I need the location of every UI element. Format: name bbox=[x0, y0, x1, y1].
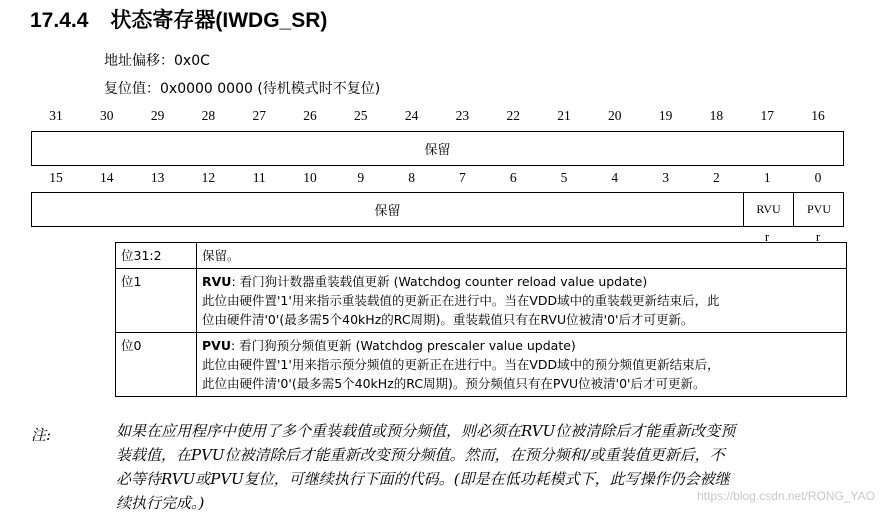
desc-body-line: 位由硬件清'0'(最多需5个40kHz的RC周期)。重装载值只有在RVU位被清'0'后才可更新。 bbox=[202, 312, 694, 327]
bit-number: 20 bbox=[608, 108, 622, 123]
table-row bbox=[116, 333, 847, 397]
pvu-field: PVU bbox=[793, 193, 844, 226]
watermark: https://blog.csdn.net/RONG_YAO bbox=[697, 489, 875, 503]
reserved-field-low: 保留 bbox=[374, 204, 401, 219]
bit-number: 22 bbox=[506, 108, 520, 123]
note-line: 续执行完成。) bbox=[116, 494, 205, 512]
bit-number: 15 bbox=[49, 170, 63, 185]
note-line: 如果在应用程序中使用了多个重装载值或预分频值，则必须在RVU位被清除后才能重新改变预 bbox=[116, 422, 736, 440]
bit-description-table bbox=[115, 242, 847, 397]
desc-text: : 看门狗预分频值更新 (Watchdog prescaler value update) bbox=[231, 338, 576, 353]
bit-number: 23 bbox=[455, 108, 470, 123]
bit-number: 12 bbox=[201, 170, 216, 185]
section-title: 状态寄存器(IWDG_SR) bbox=[110, 9, 328, 32]
rvu-access: r bbox=[764, 229, 770, 244]
bit-number: 0 bbox=[814, 170, 822, 185]
bit-number: 13 bbox=[150, 170, 165, 185]
bit-number: 5 bbox=[560, 170, 568, 185]
bit-cell: 位31:2 bbox=[116, 243, 197, 269]
bit-number: 26 bbox=[303, 108, 317, 123]
desc-text: 保留。 bbox=[202, 248, 240, 263]
desc-text: : 看门狗计数器重装载值更新 (Watchdog counter reload value update) bbox=[231, 274, 648, 289]
reset-value: 复位值：0x0000 0000 (待机模式时不复位) bbox=[104, 81, 381, 97]
bit-number: 30 bbox=[100, 108, 114, 123]
bit-number: 21 bbox=[557, 108, 571, 123]
desc-cell bbox=[197, 269, 847, 333]
desc-body-line: 此位由硬件清'0'(最多需5个40kHz的RC周期)。预分频值只有在PVU位被清'0'后才可更新。 bbox=[202, 376, 706, 391]
bit-number: 14 bbox=[100, 170, 114, 185]
bit-number: 18 bbox=[709, 108, 724, 123]
bit-number: 28 bbox=[201, 108, 216, 123]
pvu-access: r bbox=[815, 229, 821, 244]
desc-cell bbox=[197, 333, 847, 397]
table-row bbox=[116, 269, 847, 333]
bit-number: 4 bbox=[611, 170, 619, 185]
reserved-field-high: 保留 bbox=[424, 143, 451, 158]
bit-number: 2 bbox=[713, 170, 720, 185]
bit-number: 27 bbox=[252, 108, 266, 123]
bit-cell: 位0 bbox=[116, 333, 197, 397]
field-name: PVU bbox=[202, 338, 231, 353]
desc-cell bbox=[197, 243, 847, 269]
desc-body-line: 此位由硬件置'1'用来指示预分频值的更新正在进行中。当在VDD域中的预分频值更新结束后， bbox=[202, 357, 720, 372]
note-label: 注: bbox=[31, 426, 52, 444]
note-line: 必等待RVU或PVU复位，可继续执行下面的代码。(即是在低功耗模式下，此写操作仍会被继 bbox=[116, 470, 730, 488]
bit-number: 17 bbox=[760, 108, 774, 123]
bit-number: 10 bbox=[303, 170, 317, 185]
section-number: 17.4.4 bbox=[30, 9, 89, 32]
address-offset: 地址偏移：0x0C bbox=[104, 53, 210, 69]
desc-body-line: 此位由硬件置'1'用来指示重装载值的更新正在进行中。当在VDD域中的重装载更新结束后，此 bbox=[202, 293, 720, 308]
bit-number: 3 bbox=[662, 170, 669, 185]
bit-number: 19 bbox=[658, 108, 673, 123]
section-heading bbox=[30, 4, 327, 34]
bit-number: 16 bbox=[811, 108, 825, 123]
bit-number: 7 bbox=[459, 170, 466, 185]
bit-number: 1 bbox=[763, 170, 771, 185]
bit-number: 8 bbox=[408, 170, 415, 185]
bit-number: 31 bbox=[49, 108, 63, 123]
bit-number: 24 bbox=[404, 108, 419, 123]
bit-cell: 位1 bbox=[116, 269, 197, 333]
field-name: RVU bbox=[202, 274, 232, 289]
bit-number: 25 bbox=[354, 108, 368, 123]
table-row bbox=[116, 243, 847, 269]
note-line: 装载值，在PVU位被清除后才能重新改变预分频值。然而，在预分频和/或重装值更新后，不 bbox=[116, 446, 725, 464]
bit-number: 9 bbox=[357, 170, 365, 185]
bit-number: 6 bbox=[509, 170, 517, 185]
rvu-field: RVU bbox=[743, 193, 793, 226]
register-low-half bbox=[31, 192, 844, 227]
register-high-half bbox=[31, 131, 844, 166]
bit-number: 29 bbox=[150, 108, 165, 123]
bit-number: 11 bbox=[252, 170, 266, 185]
